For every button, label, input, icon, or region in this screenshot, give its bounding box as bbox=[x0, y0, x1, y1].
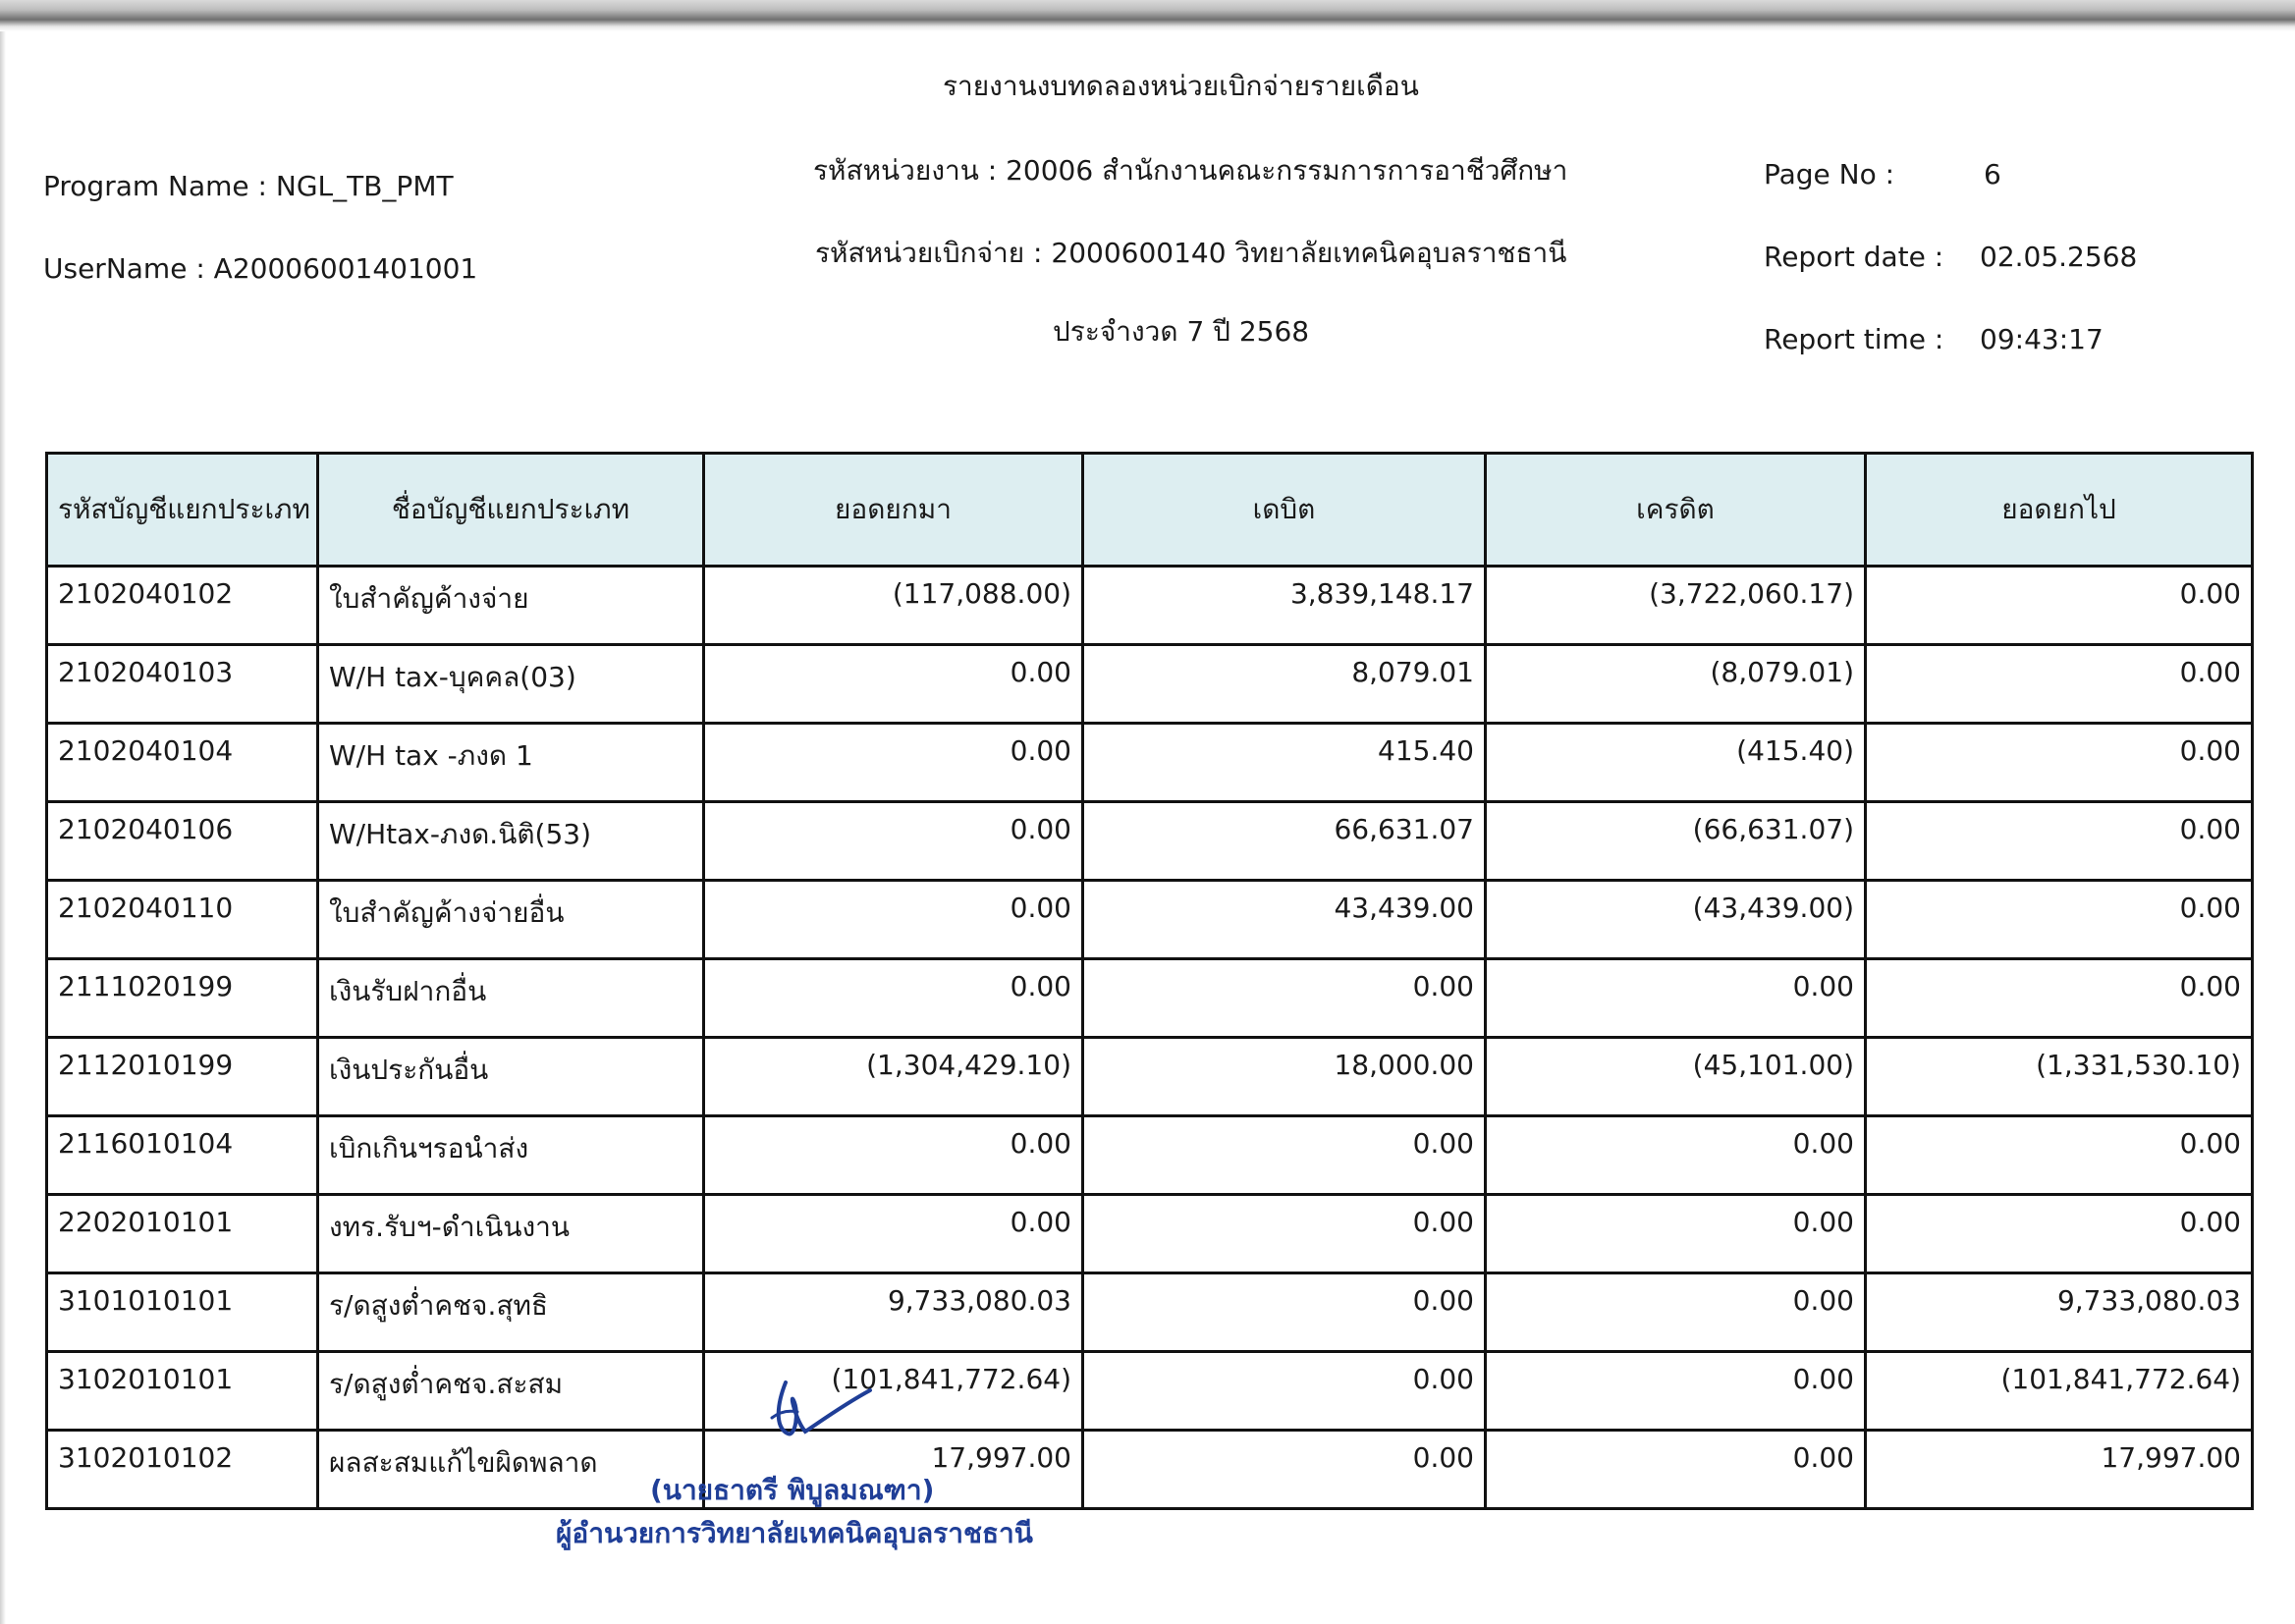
column-header-account-code: รหัสบัญชีแยกประเภท bbox=[47, 454, 318, 567]
opening-balance-cell: (117,088.00) bbox=[704, 567, 1083, 645]
account-name-cell: W/H tax-บุคคล(03) bbox=[318, 645, 704, 724]
debit-cell: 415.40 bbox=[1083, 724, 1486, 802]
debit-cell: 3,839,148.17 bbox=[1083, 567, 1486, 645]
closing-balance-cell: 0.00 bbox=[1866, 645, 2253, 724]
column-header-closing-balance: ยอดยกไป bbox=[1866, 454, 2253, 567]
account-code-cell: 2102040104 bbox=[47, 724, 318, 802]
table-header-row bbox=[47, 454, 2253, 567]
table-row bbox=[47, 959, 2253, 1038]
report-date-label: Report date : bbox=[1764, 241, 1944, 273]
debit-cell: 66,631.07 bbox=[1083, 802, 1486, 881]
account-code-cell: 2111020199 bbox=[47, 959, 318, 1038]
credit-cell: 0.00 bbox=[1486, 1116, 1866, 1195]
table-row bbox=[47, 802, 2253, 881]
account-code-cell: 2102040103 bbox=[47, 645, 318, 724]
user-name: UserName : A20006001401001 bbox=[43, 252, 478, 285]
account-code-cell: 2102040106 bbox=[47, 802, 318, 881]
account-code-cell: 2116010104 bbox=[47, 1116, 318, 1195]
closing-balance-cell: 9,733,080.03 bbox=[1866, 1273, 2253, 1352]
opening-balance-cell: 0.00 bbox=[704, 959, 1083, 1038]
closing-balance-cell: (1,331,530.10) bbox=[1866, 1038, 2253, 1116]
handwritten-signature bbox=[766, 1373, 874, 1451]
account-code-cell: 2102040110 bbox=[47, 881, 318, 959]
debit-cell: 0.00 bbox=[1083, 959, 1486, 1038]
table-row bbox=[47, 1195, 2253, 1273]
column-header-account-name: ชื่อบัญชีแยกประเภท bbox=[318, 454, 704, 567]
opening-balance-cell: 0.00 bbox=[704, 645, 1083, 724]
debit-cell: 8,079.01 bbox=[1083, 645, 1486, 724]
table-row bbox=[47, 1352, 2253, 1431]
report-date-value: 02.05.2568 bbox=[1980, 241, 2138, 273]
column-header-credit: เครดิต bbox=[1486, 454, 1866, 567]
table-row bbox=[47, 724, 2253, 802]
closing-balance-cell: 0.00 bbox=[1866, 724, 2253, 802]
column-header-debit: เดบิต bbox=[1083, 454, 1486, 567]
account-name-cell: เงินประกันอื่น bbox=[318, 1038, 704, 1116]
debit-cell: 0.00 bbox=[1083, 1195, 1486, 1273]
table-row bbox=[47, 1431, 2253, 1509]
closing-balance-cell: 0.00 bbox=[1866, 567, 2253, 645]
table-row bbox=[47, 881, 2253, 959]
credit-cell: (43,439.00) bbox=[1486, 881, 1866, 959]
disbursement-unit: รหัสหน่วยเบิกจ่าย : 2000600140 วิทยาลัยเทคนิคอุบลราชธานี bbox=[815, 237, 1567, 269]
report-period: ประจำงวด 7 ปี 2568 bbox=[1053, 315, 1310, 348]
trial-balance-table bbox=[45, 452, 2254, 1510]
closing-balance-cell: 0.00 bbox=[1866, 802, 2253, 881]
debit-cell: 0.00 bbox=[1083, 1116, 1486, 1195]
closing-balance-cell: 0.00 bbox=[1866, 1195, 2253, 1273]
account-code-cell: 2202010101 bbox=[47, 1195, 318, 1273]
opening-balance-cell: (101,841,772.64) bbox=[704, 1352, 1083, 1431]
account-code-cell: 3102010101 bbox=[47, 1352, 318, 1431]
opening-balance-cell: 0.00 bbox=[704, 1195, 1083, 1273]
account-name-cell: ร/ดสูงต่ำคชจ.สุทธิ bbox=[318, 1273, 704, 1352]
program-name: Program Name : NGL_TB_PMT bbox=[43, 170, 454, 202]
account-name-cell: ใบสำคัญค้างจ่าย bbox=[318, 567, 704, 645]
account-name-cell: ใบสำคัญค้างจ่ายอื่น bbox=[318, 881, 704, 959]
opening-balance-cell: (1,304,429.10) bbox=[704, 1038, 1083, 1116]
account-name-cell: เงินรับฝากอื่น bbox=[318, 959, 704, 1038]
signatory-title-stamp: ผู้อำนวยการวิทยาลัยเทคนิคอุบลราชธานี bbox=[556, 1517, 1033, 1549]
account-code-cell: 3101010101 bbox=[47, 1273, 318, 1352]
closing-balance-cell: 0.00 bbox=[1866, 1116, 2253, 1195]
report-time-value: 09:43:17 bbox=[1980, 323, 2104, 355]
credit-cell: (415.40) bbox=[1486, 724, 1866, 802]
credit-cell: 0.00 bbox=[1486, 1273, 1866, 1352]
account-name-cell: W/H tax -ภงด 1 bbox=[318, 724, 704, 802]
credit-cell: 0.00 bbox=[1486, 1431, 1866, 1509]
scan-edge-left bbox=[0, 31, 6, 1624]
closing-balance-cell: 0.00 bbox=[1866, 959, 2253, 1038]
table-row bbox=[47, 567, 2253, 645]
credit-cell: (8,079.01) bbox=[1486, 645, 1866, 724]
report-time-label: Report time : bbox=[1764, 323, 1944, 355]
debit-cell: 18,000.00 bbox=[1083, 1038, 1486, 1116]
opening-balance-cell: 0.00 bbox=[704, 1116, 1083, 1195]
debit-cell: 0.00 bbox=[1083, 1273, 1486, 1352]
opening-balance-cell: 9,733,080.03 bbox=[704, 1273, 1083, 1352]
closing-balance-cell: (101,841,772.64) bbox=[1866, 1352, 2253, 1431]
opening-balance-cell: 17,997.00 bbox=[704, 1431, 1083, 1509]
opening-balance-cell: 0.00 bbox=[704, 724, 1083, 802]
opening-balance-cell: 0.00 bbox=[704, 881, 1083, 959]
account-name-cell: งทร.รับฯ-ดำเนินงาน bbox=[318, 1195, 704, 1273]
column-header-opening-balance: ยอดยกมา bbox=[704, 454, 1083, 567]
account-name-cell: W/Htax-ภงด.นิติ(53) bbox=[318, 802, 704, 881]
closing-balance-cell: 0.00 bbox=[1866, 881, 2253, 959]
closing-balance-cell: 17,997.00 bbox=[1866, 1431, 2253, 1509]
table-row bbox=[47, 645, 2253, 724]
account-name-cell: ผลสะสมแก้ไขผิดพลาด bbox=[318, 1431, 704, 1509]
credit-cell: 0.00 bbox=[1486, 1352, 1866, 1431]
opening-balance-cell: 0.00 bbox=[704, 802, 1083, 881]
report-title: รายงานงบทดลองหน่วยเบิกจ่ายรายเดือน bbox=[943, 70, 1419, 102]
table-row bbox=[47, 1116, 2253, 1195]
scan-edge-top bbox=[0, 0, 2295, 31]
debit-cell: 0.00 bbox=[1083, 1352, 1486, 1431]
page-number-value: 6 bbox=[1984, 158, 2001, 190]
table-row bbox=[47, 1273, 2253, 1352]
table-row bbox=[47, 1038, 2253, 1116]
account-name-cell: ร/ดสูงต่ำคชจ.สะสม bbox=[318, 1352, 704, 1431]
page-number-label: Page No : bbox=[1764, 158, 1895, 190]
agency-code: รหัสหน่วยงาน : 20006 สำนักงานคณะกรรมการการอาชีวศึกษา bbox=[813, 154, 1568, 187]
signatory-name-stamp: (นายธาตรี พิบูลมณฑา) bbox=[650, 1474, 935, 1506]
debit-cell: 43,439.00 bbox=[1083, 881, 1486, 959]
credit-cell: 0.00 bbox=[1486, 959, 1866, 1038]
credit-cell: (66,631.07) bbox=[1486, 802, 1866, 881]
account-code-cell: 2102040102 bbox=[47, 567, 318, 645]
account-code-cell: 2112010199 bbox=[47, 1038, 318, 1116]
debit-cell: 0.00 bbox=[1083, 1431, 1486, 1509]
account-name-cell: เบิกเกินฯรอนำส่ง bbox=[318, 1116, 704, 1195]
credit-cell: 0.00 bbox=[1486, 1195, 1866, 1273]
credit-cell: (45,101.00) bbox=[1486, 1038, 1866, 1116]
credit-cell: (3,722,060.17) bbox=[1486, 567, 1866, 645]
account-code-cell: 3102010102 bbox=[47, 1431, 318, 1509]
